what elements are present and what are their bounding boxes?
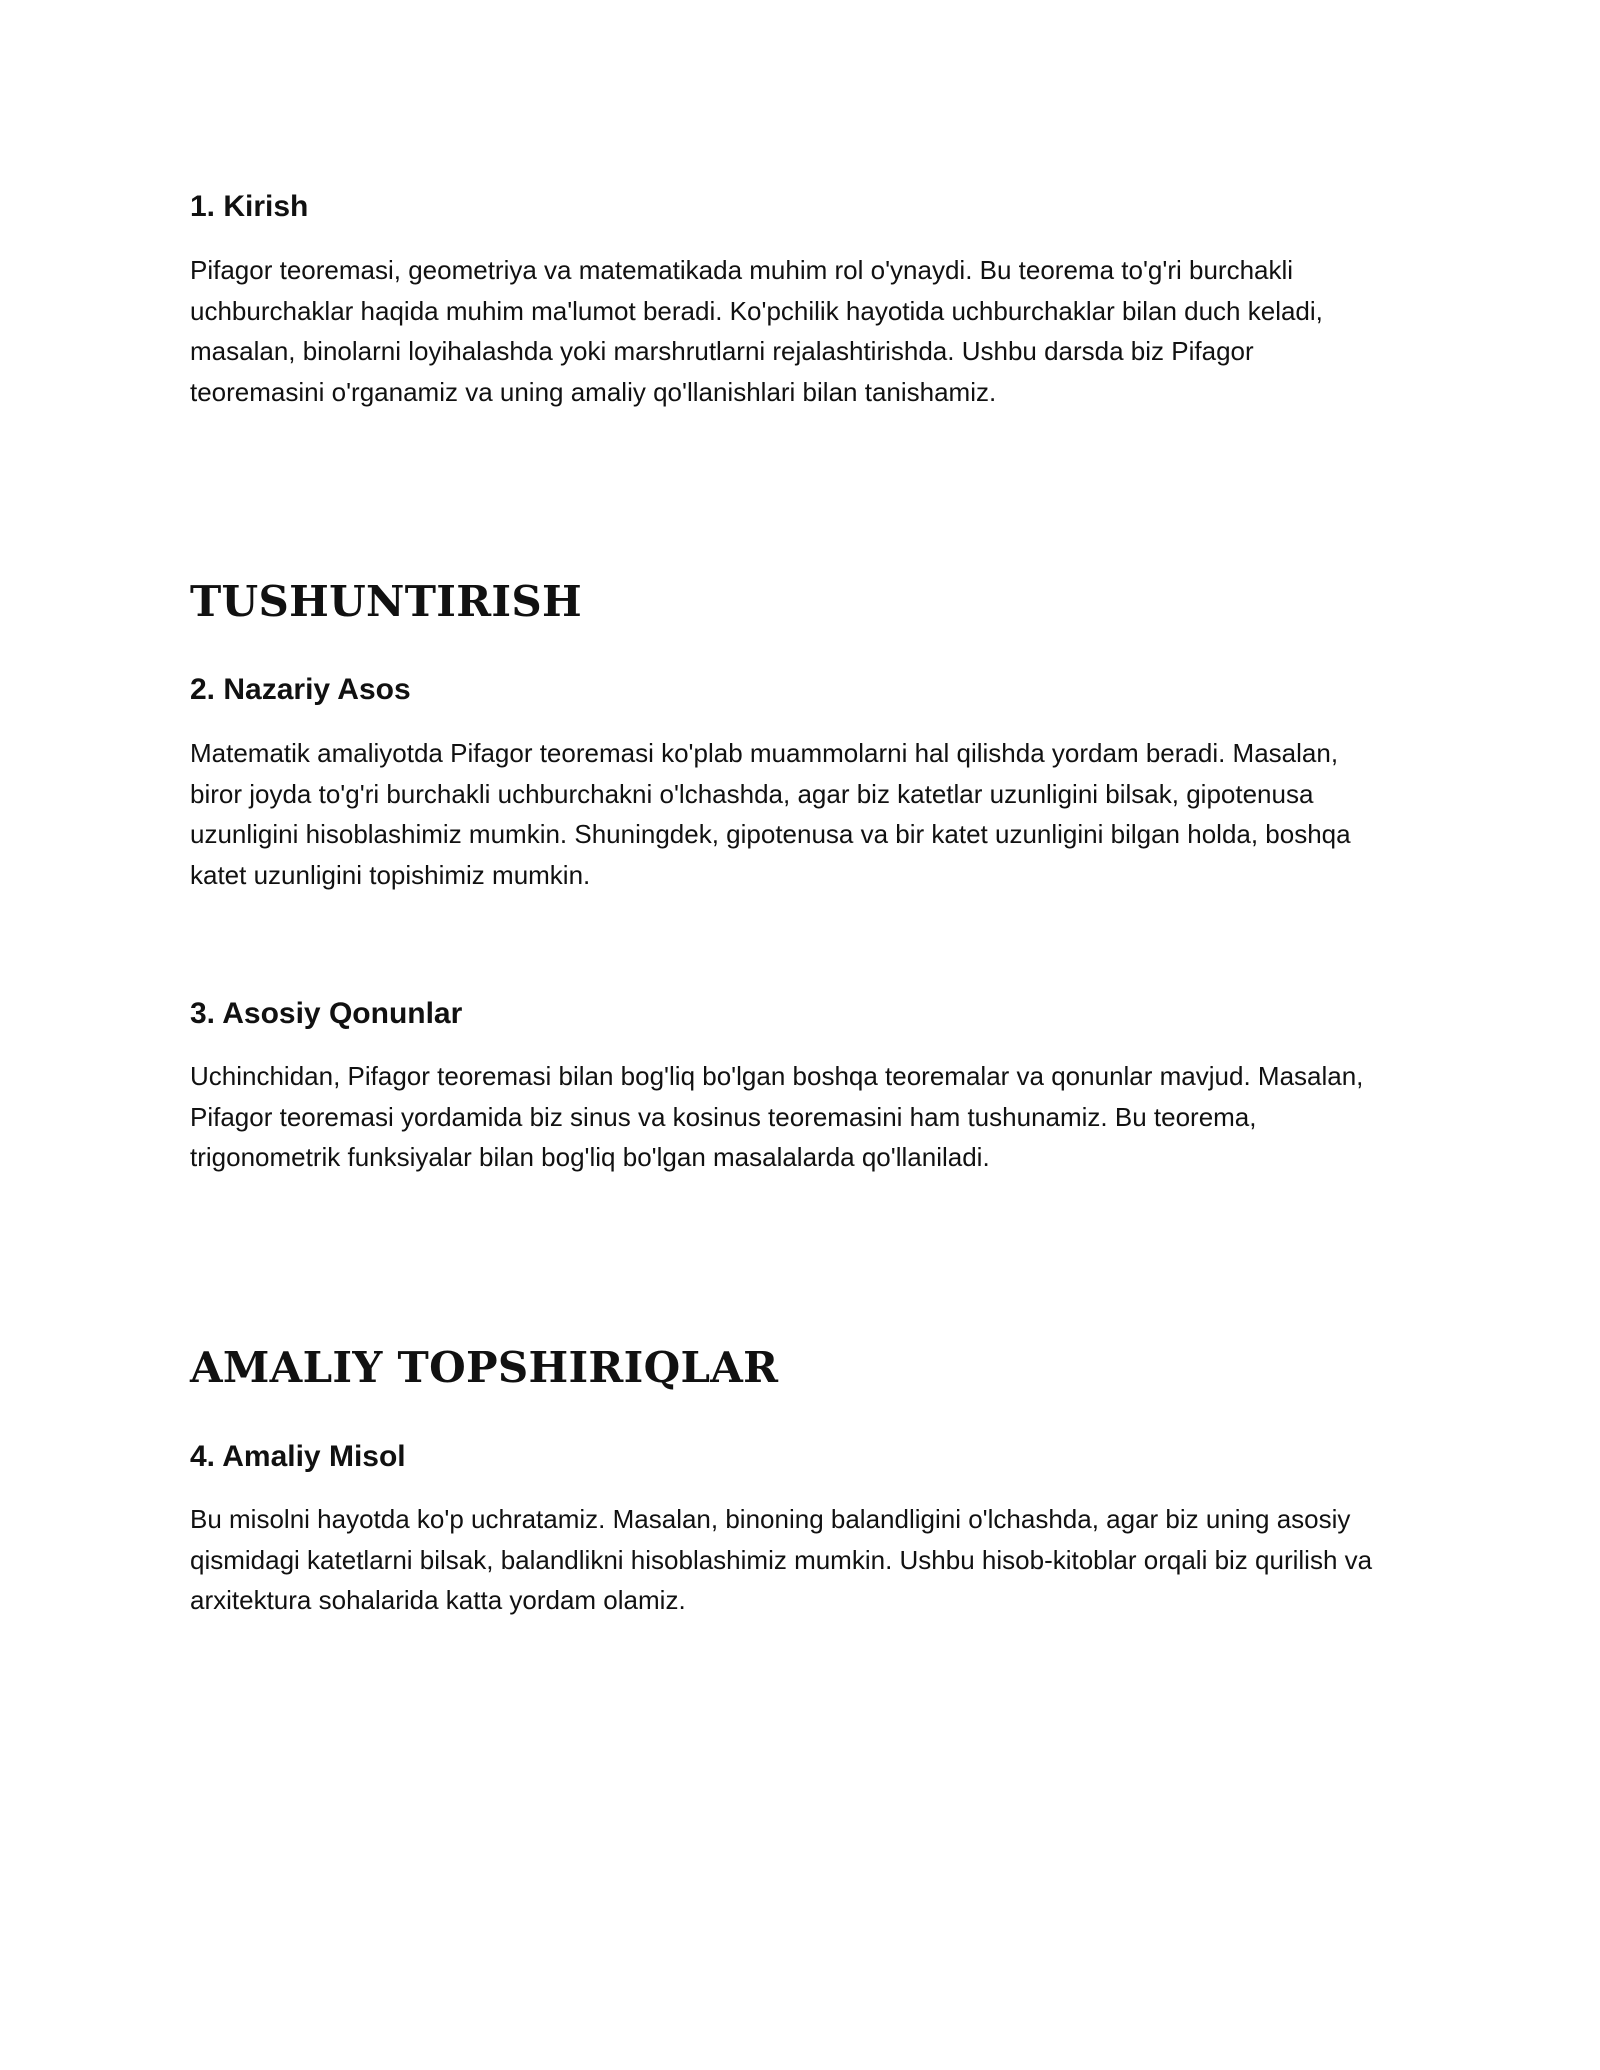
- paragraph-line: uzunligini hisoblashimiz mumkin. Shuningdek, gipotenusa va bir katet uzunligini bilgan holda, boshqa: [190, 819, 1351, 849]
- paragraph-kirish: [190, 250, 1430, 412]
- heading-kirish: 1. Kirish: [190, 190, 309, 223]
- paragraph-line: trigonometrik funksiyalar bilan bog'liq bo'lgan masalalarda qo'llaniladi.: [190, 1142, 990, 1172]
- heading-nazariy-asos: 2. Nazariy Asos: [190, 673, 411, 706]
- paragraph-line: arxitektura sohalarida katta yordam olamiz.: [190, 1585, 686, 1615]
- paragraph-line: biror joyda to'g'ri burchakli uchburchakni o'lchashda, agar biz katetlar uzunligini bilsak, gipotenusa: [190, 778, 1314, 809]
- section-heading-amaliy-topshiriqlar: AMALIY TOPSHIRIQLAR: [190, 1343, 779, 1392]
- paragraph-amaliy-misol: [190, 1499, 1430, 1621]
- paragraph-line: Pifagor teoremasi yordamida biz sinus va kosinus teoremasini ham tushunamiz. Bu teorema,: [190, 1101, 1257, 1132]
- paragraph-line: Uchinchidan, Pifagor teoremasi bilan bog'liq bo'lgan boshqa teoremalar va qonunlar mavjud. Masalan,: [190, 1061, 1364, 1091]
- paragraph-asosiy-qonunlar: [190, 1056, 1430, 1178]
- paragraph-nazariy-asos: [190, 733, 1430, 895]
- heading-amaliy-misol: 4. Amaliy Misol: [190, 1440, 406, 1473]
- heading-asosiy-qonunlar: 3. Asosiy Qonunlar: [190, 997, 463, 1030]
- paragraph-line: qismidagi katetlarni bilsak, balandlikni hisoblashimiz mumkin. Ushbu hisob-kitoblar orqali biz qurilish va: [190, 1544, 1373, 1575]
- paragraph-line: katet uzunligini topishimiz mumkin.: [190, 859, 591, 890]
- paragraph-line: Bu misolni hayotda ko'p uchratamiz. Masalan, binoning balandligini o'lchashda, agar biz uning asosiy: [190, 1504, 1351, 1534]
- paragraph-line: Matematik amaliyotda Pifagor teoremasi ko'plab muammolarni hal qilishda yordam beradi. Masalan,: [190, 738, 1339, 768]
- paragraph-line: Pifagor teoremasi, geometriya va matematikada muhim rol o'ynaydi. Bu teorema to'g'ri burchakli: [190, 255, 1294, 285]
- paragraph-line: teoremasini o'rganamiz va uning amaliy qo'llanishlari bilan tanishamiz.: [190, 376, 997, 407]
- paragraph-line: uchburchaklar haqida muhim ma'lumot beradi. Ko'pchilik hayotida uchburchaklar bilan duch keladi,: [190, 295, 1323, 326]
- paragraph-line: masalan, binolarni loyihalashda yoki marshrutlarni rejalashtirishda. Ushbu darsda biz Pifagor: [190, 336, 1254, 366]
- section-heading-tushuntirish: TUSHUNTIRISH: [190, 577, 582, 626]
